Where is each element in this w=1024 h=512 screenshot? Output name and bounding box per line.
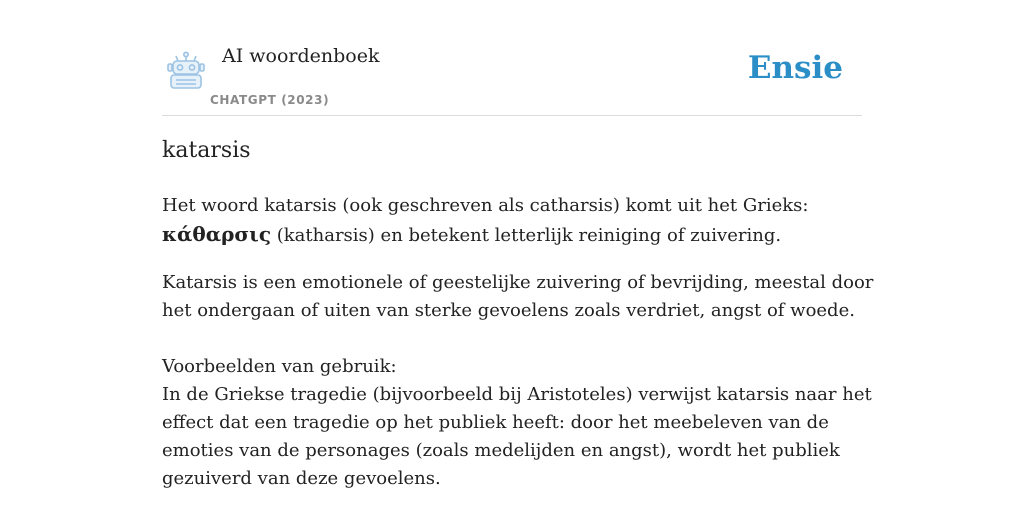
etymology-text-2: (katharsis) en betekent letterlijk reiniging of zuivering. bbox=[271, 225, 782, 246]
source-meta: CHATGPT (2023) bbox=[210, 93, 330, 107]
source-title[interactable]: AI woordenboek bbox=[222, 45, 380, 67]
definition-paragraph-2: Katarsis is een emotionele of geestelijke zuivering of bevrijding, meestal door het ondergaan of uiten van sterke gevoelens zoals verdriet, angst of woede. bbox=[162, 272, 874, 321]
definition-paragraph-1 bbox=[162, 192, 882, 250]
examples-heading: Voorbeelden van gebruik: bbox=[162, 356, 397, 377]
example-1: In de Griekse tragedie (bijvoorbeeld bij Aristoteles) verwijst katarsis naar het effect dat een tragedie op het publiek heeft: door het meebeleven van de emoties van de personages (zoals medelijden en angst), wordt het publiek gezuiverd van deze gevoelens. bbox=[162, 384, 872, 489]
source-header bbox=[162, 40, 862, 116]
robot-icon bbox=[164, 51, 208, 91]
brand-logo[interactable]: Ensie bbox=[747, 50, 843, 86]
etymology-text: Het woord katarsis (ook geschreven als catharsis) komt uit het Grieks: bbox=[162, 195, 809, 216]
greek-word: κάθαρσις bbox=[162, 222, 272, 246]
definition-body bbox=[162, 192, 882, 493]
headword: katarsis bbox=[162, 138, 251, 163]
